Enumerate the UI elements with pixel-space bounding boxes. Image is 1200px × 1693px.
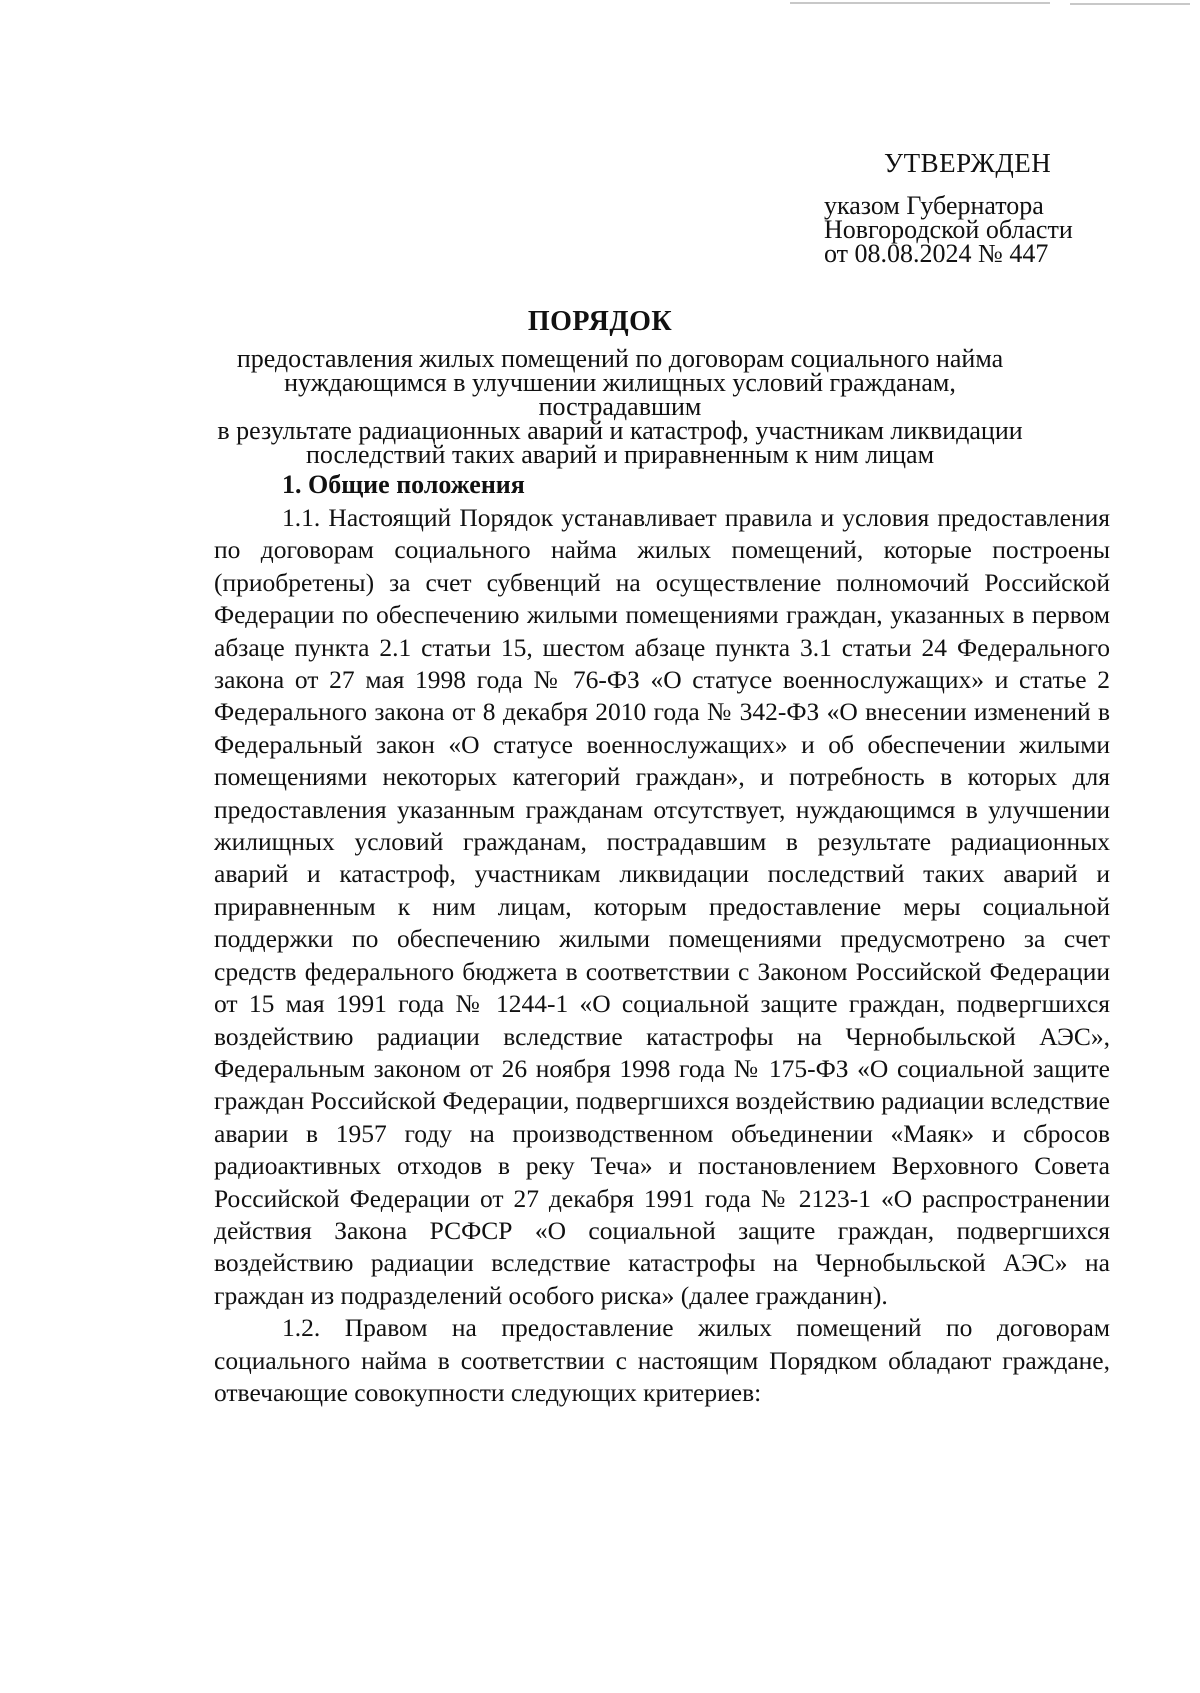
scan-artifact-line — [1070, 3, 1190, 5]
section-heading: 1. Общие положения — [282, 470, 525, 499]
approval-line: Новгородской области — [824, 215, 1073, 244]
scan-artifact-line — [790, 2, 1050, 4]
subtitle-line: последствий таких аварий и приравненным к ним лицам — [305, 440, 935, 469]
document-title: ПОРЯДОК — [527, 306, 673, 337]
subtitle-line: в результате радиационных аварий и катастроф, участникам ликвидации — [217, 416, 1023, 445]
subtitle-line: нуждающимся в улучшении жилищных условий гражданам, пострадавшим — [284, 368, 956, 421]
section-body — [214, 502, 1110, 1409]
subtitle-line: предоставления жилых помещений по договорам социального найма — [236, 344, 1004, 373]
document-subtitle — [200, 344, 1040, 469]
approval-line: от 08.08.2024 № 447 — [824, 239, 1049, 268]
approval-block — [824, 150, 1124, 266]
paragraph-1-1: 1.1. Настоящий Порядок устанавливает правила и условия предоставления по договорам социального найма жилых помещений, которые построены (приобретены) за счет субвенций на осуществление полномочий Российской Федерации по обеспечению жилыми помещениями граждан, указанных в первом абзаце пункта 2.1 статьи 15, шестом абзаце пункта 3.1 статьи 24 Федерального закона от 27 мая 1998 года № 76-ФЗ «О статусе военнослужащих» и статье 2 Федерального закона от 8 декабря 2010 года № 342-ФЗ «О внесении изменений в Федеральный закон «О статусе военнослужащих» и об обеспечении жилыми помещениями некоторых категорий граждан», и потребность в которых для предоставления указанным гражданам отсутствует, нуждающимся в улучшении жилищных условий гражданам, пострадавшим в результате радиационных аварий и катастроф, участникам ликвидации последствий таких аварий и приравненным к ним лицам, которым предоставление меры социальной поддержки по обеспечению жилыми помещениями предусмотрено за счет средств федерального бюджета в соответствии с Законом Российской Федерации от 15 мая 1991 года № 1244-1 «О социальной защите граждан, подвергшихся воздействию радиации вследствие катастрофы на Чернобыльской АЭС», Федеральным законом от 26 ноября 1998 года № 175-ФЗ «О социальной защите граждан Российской Федерации, подвергшихся воздействию радиации вследствие аварии в 1957 году на производственном объединении «Маяк» и сбросов радиоактивных отходов в реку Теча» и постановлением Верховного Совета Российской Федерации от 27 декабря 1991 года № 2123-1 «О распространении действия Закона РСФСР «О социальной защите граждан, подвергшихся воздействию радиации вследствие катастрофы на Чернобыльской АЭС» на граждан из подразделений особого риска» (далее гражданин). — [214, 503, 1110, 1310]
paragraph-1-2: 1.2. Правом на предоставление жилых помещений по договорам социального найма в соответствии с настоящим Порядком обладают граждане, отвечающие совокупности следующих критериев: — [214, 1313, 1110, 1407]
approval-heading: УТВЕРЖДЕН — [884, 148, 1052, 178]
approval-line: указом Губернатора — [824, 191, 1044, 220]
